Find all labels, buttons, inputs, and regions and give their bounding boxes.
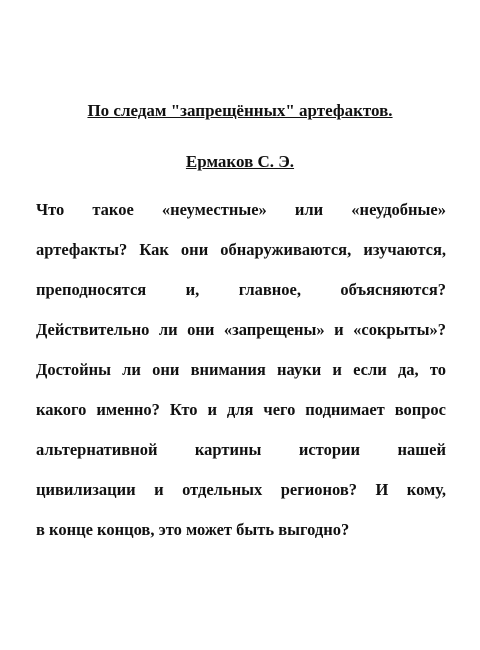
document-title: По следам "запрещённых" артефактов. bbox=[87, 101, 393, 120]
document-author: Ермаков С. Э. bbox=[185, 152, 295, 171]
body-line-8: цивилизации и отдельных регионов? И кому, bbox=[36, 480, 446, 499]
body-line-1: Что такое «неуместные» или «неудобные» bbox=[36, 200, 446, 219]
document-body bbox=[36, 198, 446, 558]
body-line-2: артефакты? Как они обнаруживаются, изучаются, bbox=[36, 240, 446, 259]
body-line-7: альтернативной картины истории нашей bbox=[36, 440, 446, 459]
body-line-3: преподносятся и, главное, объясняются? bbox=[36, 280, 446, 299]
body-line-9: в конце концов, это может быть выгодно? bbox=[36, 520, 350, 539]
body-line-6: какого именно? Кто и для чего поднимает вопрос bbox=[36, 400, 446, 419]
body-line-5: Достойны ли они внимания науки и если да, то bbox=[36, 360, 446, 379]
body-line-4: Действительно ли они «запрещены» и «сокрыты»? bbox=[36, 320, 446, 339]
